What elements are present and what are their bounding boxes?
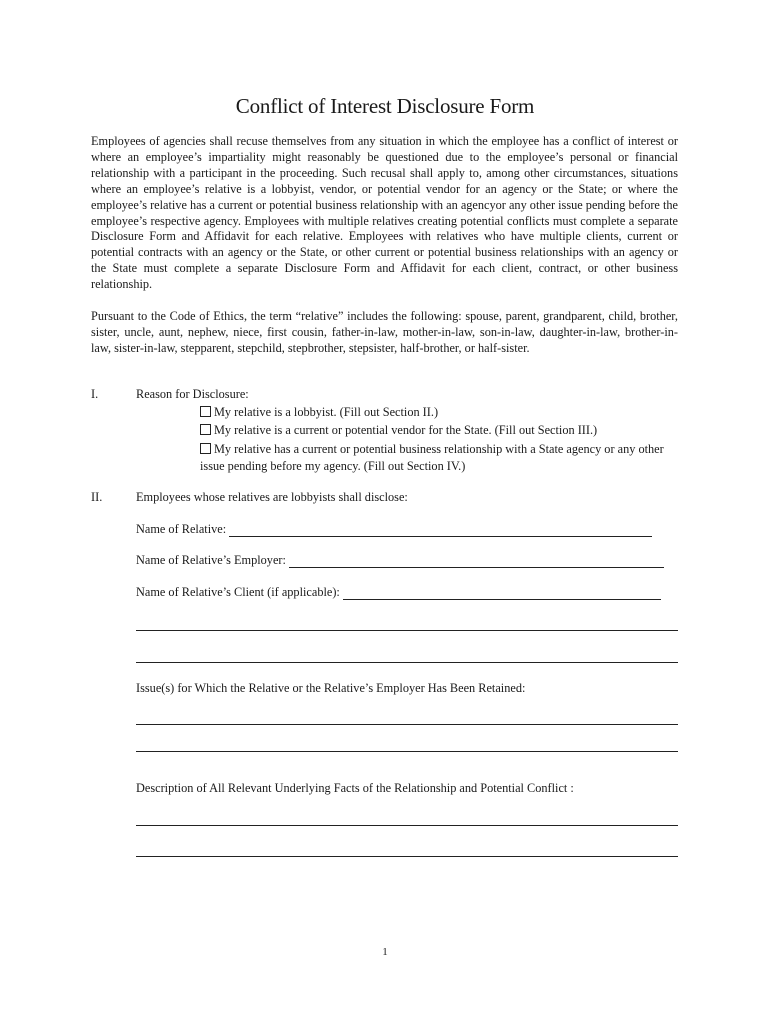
relative-client-line-2[interactable] xyxy=(136,630,678,631)
issues-line-2[interactable] xyxy=(136,751,678,752)
relative-client-line-3[interactable] xyxy=(136,662,678,663)
relative-definition-paragraph: Pursuant to the Code of Ethics, the term “relative” includes the following: spouse, parent, grandparent, child, brother, sister, uncle, aunt, nephew, niece, first cousin, father-in-law, mother-in-law, son-in-law, daughter-in-law, brother-in-law, sister-in-law, stepparent, stepchild, stepbrother, stepsister, half-brother, or half-sister. xyxy=(91,309,678,355)
option-vendor-label: My relative is a current or potential vendor for the State. (Fill out Section III.) xyxy=(214,423,598,437)
page-title: Conflict of Interest Disclosure Form xyxy=(235,94,535,118)
vendor-checkbox[interactable] xyxy=(200,424,211,435)
intro-paragraph: Employees of agencies shall recuse themselves from any situation in which the employee has a conflict of interest or where an employee’s impartiality might reasonably be questioned due to the employee’s personal or financial relationship with a participant in the proceeding. Such recusal shall apply to, among other circumstances, situations where an employee’s relative is a lobbyist, vendor, or potential vendor for an agency or the State; or where the employee’s relative has a current or potential business relationship with an agencyor any other issue pending before the employee’s respective agency. Employees with multiple relatives creating potential conflicts must complete a separate Disclosure Form and Affidavit for each relative. Employees with relatives who have multiple clients, current or potential contracts with an agency or the State, or other current or potential business relationships with an agency or the State must complete a separate Disclosure Form and Affidavit for each client, contract, or other business relationship. xyxy=(91,134,678,292)
option-business-relationship-label: My relative has a current or potential business relationship with a State agency or any other issue pending before my agency. (Fill out Section IV.) xyxy=(200,442,664,473)
relative-employer-row xyxy=(136,553,664,568)
section-1-heading: Reason for Disclosure: xyxy=(136,387,249,401)
page-number: 1 xyxy=(382,946,388,958)
option-lobbyist xyxy=(200,404,678,421)
relative-name-field[interactable] xyxy=(229,524,652,537)
relative-client-label: Name of Relative’s Client (if applicable): xyxy=(136,585,340,599)
description-label: Description of All Relevant Underlying Facts of the Relationship and Potential Conflict : xyxy=(136,781,574,795)
option-lobbyist-label: My relative is a lobbyist. (Fill out Section II.) xyxy=(214,405,439,419)
relative-name-label: Name of Relative: xyxy=(136,522,227,536)
lobbyist-checkbox[interactable] xyxy=(200,406,211,417)
relative-client-field[interactable] xyxy=(343,587,661,600)
relative-client-row xyxy=(136,585,661,600)
relative-employer-field[interactable] xyxy=(289,555,664,568)
description-line-1[interactable] xyxy=(136,825,678,826)
section-1-number: I. xyxy=(91,387,99,401)
option-business-relationship xyxy=(200,441,678,475)
relative-name-row xyxy=(136,522,652,537)
section-2-heading: Employees whose relatives are lobbyists shall disclose: xyxy=(136,490,408,504)
relative-employer-label: Name of Relative’s Employer: xyxy=(136,553,286,567)
business-relationship-checkbox[interactable] xyxy=(200,443,211,454)
issues-line-1[interactable] xyxy=(136,724,678,725)
option-vendor xyxy=(200,422,678,439)
section-2-number: II. xyxy=(91,490,103,504)
issues-label: Issue(s) for Which the Relative or the Relative’s Employer Has Been Retained: xyxy=(136,681,526,695)
description-line-2[interactable] xyxy=(136,856,678,857)
